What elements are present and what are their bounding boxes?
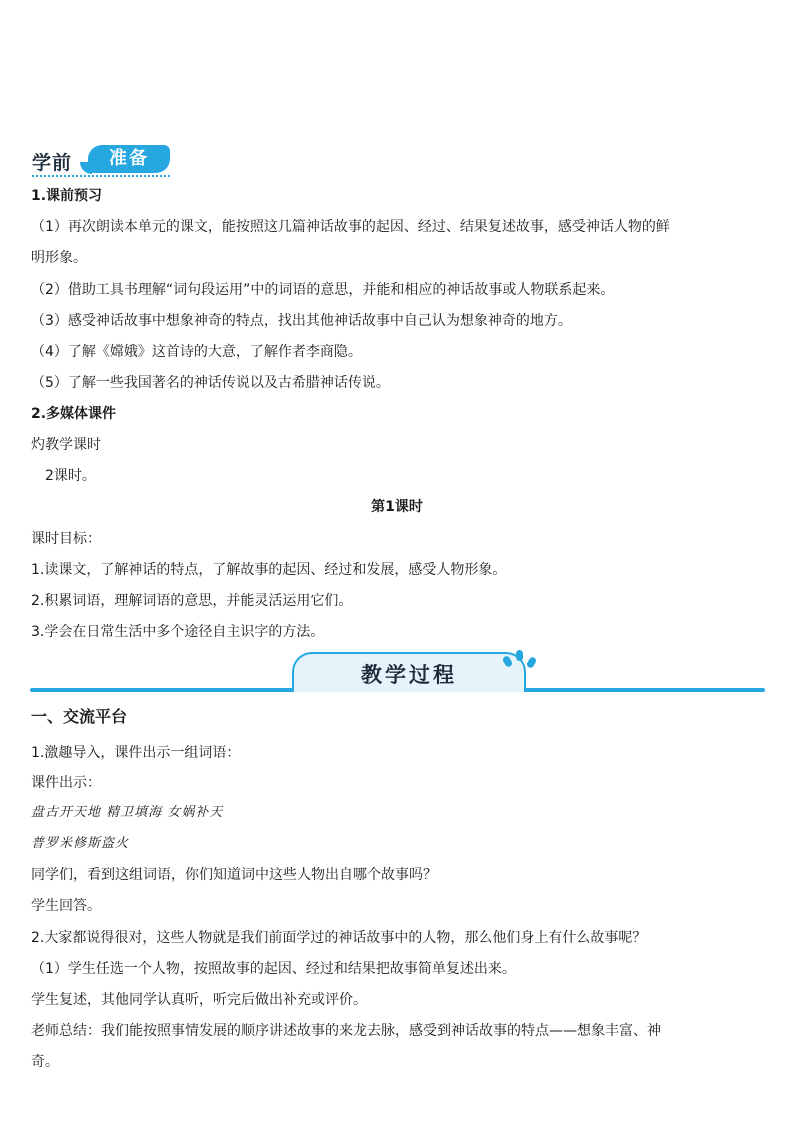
banner-drop-icon	[516, 650, 523, 661]
courseware-words-line-2: 普罗米修斯盗火	[31, 836, 130, 851]
process-paragraph-3: 同学们，看到这组词语，你们知道词中这些人物出自哪个故事吗？	[31, 867, 437, 883]
lesson-goal-3: 3.学会在日常生活中多个途径自主识字的方法。	[31, 624, 325, 640]
prep-section-2-title: 2.多媒体课件	[31, 406, 117, 422]
lesson-goals-label: 课时目标：	[31, 531, 101, 547]
banner-drop-icon	[526, 656, 538, 669]
prep-item-3: （3）感受神话故事中想象神奇的特点，找出其他神话故事中自己认为想象神奇的地方。	[31, 313, 572, 329]
lesson-goal-2: 2.积累词语，理解词语的意思，并能灵活运用它们。	[31, 593, 353, 609]
section-badge-preparation	[30, 144, 150, 178]
prep-item-2: （2）借助工具书理解“词句段运用”中的词语的意思，并能和相应的神话故事或人物联系起来。	[31, 282, 615, 298]
lesson-title: 第1课时	[371, 499, 423, 515]
process-paragraph-5: 2.大家都说得很对，这些人物就是我们前面学过的神话故事中的人物，那么他们身上有什么故事呢？	[31, 930, 647, 946]
process-paragraph-1: 1.激趣导入，课件出示一组词语：	[31, 745, 241, 761]
lesson-goal-1: 1.读课文，了解神话的特点，了解故事的起因、经过和发展，感受人物形象。	[31, 562, 507, 578]
courseware-words-line-1: 盘古开天地 精卫填海 女娲补天	[31, 805, 224, 820]
process-paragraph-2: 课件出示：	[31, 775, 101, 791]
prep-section-1-title: 1.课前预习	[31, 188, 103, 204]
prep-item-4: （4）了解《嫦娥》这首诗的大意，了解作者李商隐。	[31, 344, 362, 360]
prep-item-5: （5）了解一些我国著名的神话传说以及古希腊神话传说。	[31, 375, 390, 391]
badge-underline	[32, 175, 170, 177]
teaching-process-banner	[30, 650, 765, 696]
process-paragraph-6: （1）学生任选一个人物，按照故事的起因、经过和结果把故事简单复述出来。	[31, 961, 516, 977]
badge-left-text: 学前	[32, 152, 73, 174]
process-section-title: 一、交流平台	[31, 707, 128, 726]
badge-right-text: 准备	[88, 145, 170, 173]
process-paragraph-8: 老师总结：我们能按照事情发展的顺序讲述故事的来龙去脉，感受到神话故事的特点——想象丰富、神	[31, 1023, 661, 1039]
process-paragraph-7: 学生复述，其他同学认真听，听完后做出补充或评价。	[31, 992, 367, 1008]
prep-item-1-line-2: 明形象。	[31, 250, 87, 266]
teaching-hours-label: 灼教学课时	[31, 437, 101, 453]
process-paragraph-9: 奇。	[31, 1054, 59, 1070]
banner-title: 教学过程	[361, 663, 457, 687]
prep-item-1-line-1: （1）再次朗读本单元的课文，能按照这几篇神话故事的起因、经过、结果复述故事，感受神话人物的鲜	[31, 219, 670, 235]
teaching-hours-value: 2课时。	[45, 468, 96, 484]
process-paragraph-4: 学生回答。	[31, 898, 101, 914]
